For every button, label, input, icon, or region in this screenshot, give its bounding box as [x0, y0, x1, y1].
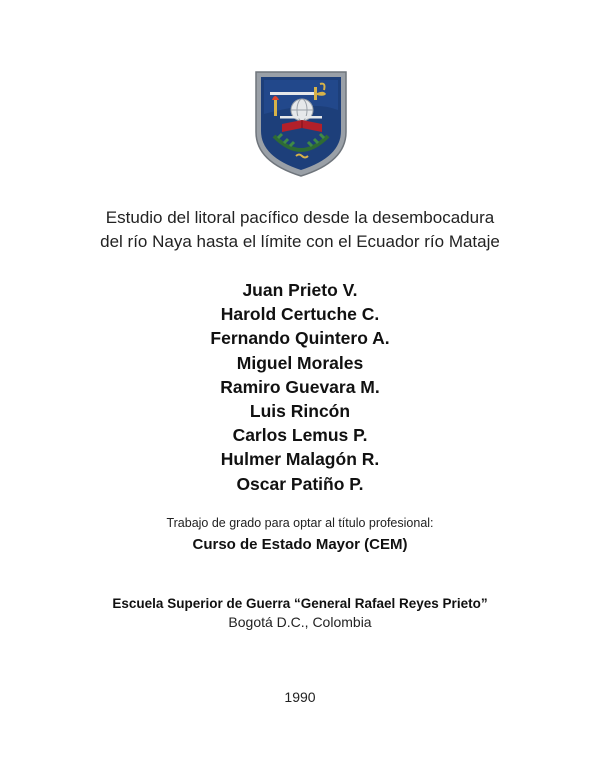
author-list: [0, 278, 600, 496]
author-name: Oscar Patiño P.: [236, 473, 364, 494]
author-name: Harold Certuche C.: [220, 304, 380, 325]
document-title: [0, 206, 600, 254]
author-name: Juan Prieto V.: [242, 280, 358, 300]
institution-name: Escuela Superior de Guerra “General Rafael Reyes Prieto”: [112, 596, 488, 611]
title-line-1: Estudio del litoral pacífico desde la desembocadura: [105, 208, 495, 227]
institution-city: Bogotá D.C., Colombia: [228, 614, 372, 630]
degree-note: Trabajo de grado para optar al título profesional:: [166, 516, 434, 530]
author-name: Fernando Quintero A.: [210, 328, 390, 349]
author-name: Hulmer Malagón R.: [220, 449, 380, 470]
author-name: Luis Rincón: [249, 401, 351, 422]
shield-crest-icon: [254, 70, 348, 178]
degree-title: Curso de Estado Mayor (CEM): [192, 536, 408, 553]
title-line-2: del río Naya hasta el límite con el Ecuador río Mataje: [100, 232, 500, 251]
author-name: Ramiro Guevara M.: [220, 376, 380, 397]
author-name: Carlos Lemus P.: [232, 425, 368, 446]
publication-year: 1990: [284, 689, 316, 705]
author-name: Miguel Morales: [236, 352, 364, 373]
